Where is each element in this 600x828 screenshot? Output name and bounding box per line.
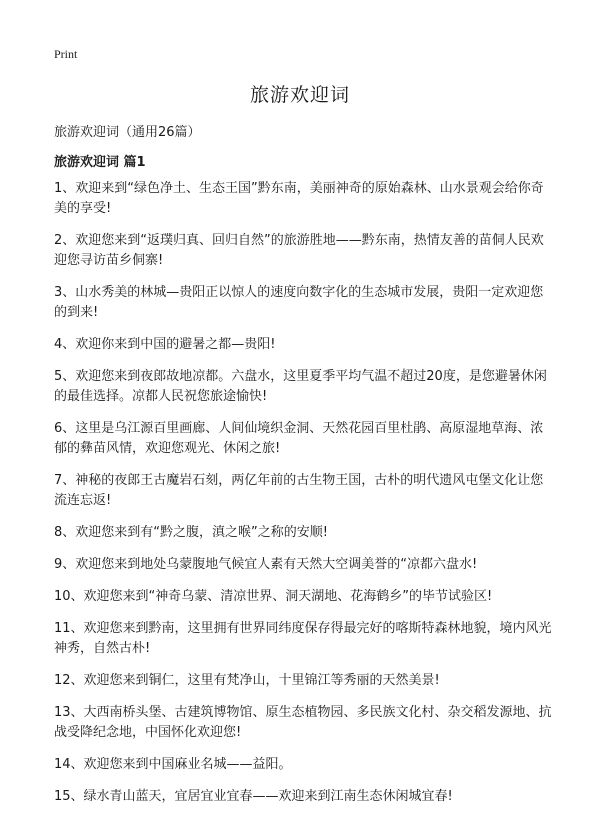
list-item: 1、欢迎来到“绿色净土、生态王国”黔东南，美丽神奇的原始森林、山水景观会给你奇美的享受! xyxy=(54,181,544,216)
list-item: 10、欢迎您来到“神奇乌蒙、清凉世界、洞天湖地、花海鹤乡”的毕节试验区! xyxy=(54,589,493,604)
list-item: 11、欢迎您来到黔南，这里拥有世界同纬度保存得最完好的喀斯特森林地貌，境内风光神秀，自然古朴! xyxy=(54,621,552,656)
list-item: 15、绿水青山蓝天，宜居宜业宜春——欢迎来到江南生态休闲城宜春! xyxy=(54,789,453,804)
list-item: 13、大西南桥头堡、古建筑博物馆、原生态植物园、多民族文化村、杂交稻发源地、抗战受降纪念地，中国怀化欢迎您! xyxy=(54,705,552,740)
list-item: 14、欢迎您来到中国麻业名城——益阳。 xyxy=(54,757,292,772)
welcome-list xyxy=(54,179,554,819)
list-item: 12、欢迎您来到铜仁，这里有梵净山，十里锦江等秀丽的天然美景! xyxy=(54,673,440,688)
document-subtitle: 旅游欢迎词（通用26篇） xyxy=(54,125,201,140)
page-title: 旅游欢迎词 xyxy=(249,84,350,106)
print-link[interactable]: Print xyxy=(54,47,78,61)
list-item: 3、山水秀美的林城—贵阳正以惊人的速度向数字化的生态城市发展，贵阳一定欢迎您的到来! xyxy=(54,285,544,320)
list-item: 7、神秘的夜郎王古魔岩石刻，两亿年前的古生物王国，古朴的明代遗风屯堡文化让您流连忘返! xyxy=(54,473,544,508)
list-item: 6、这里是乌江源百里画廊、人间仙境织金洞、天然花园百里杜鹃、高原湿地草海、浓郁的彝苗风情，欢迎您观光、休闲之旅! xyxy=(54,421,544,456)
section-heading: 旅游欢迎词 篇1 xyxy=(54,155,146,170)
list-item: 9、欢迎您来到地处乌蒙腹地气候宜人素有天然大空调美誉的“凉都六盘水! xyxy=(54,557,478,572)
list-item: 8、欢迎您来到有“黔之腹，滇之喉”之称的安顺! xyxy=(54,525,328,540)
list-item: 4、欢迎你来到中国的避暑之都—贵阳! xyxy=(54,337,276,352)
list-item: 5、欢迎您来到夜郎故地凉都。六盘水，这里夏季平均气温不超过20度，是您避暑休闲的最佳选择。凉都人民祝您旅途愉快! xyxy=(54,369,547,404)
list-item: 2、欢迎您来到“返璞归真、回归自然”的旅游胜地——黔东南，热情友善的苗侗人民欢迎您寻访苗乡侗寨! xyxy=(54,233,544,268)
